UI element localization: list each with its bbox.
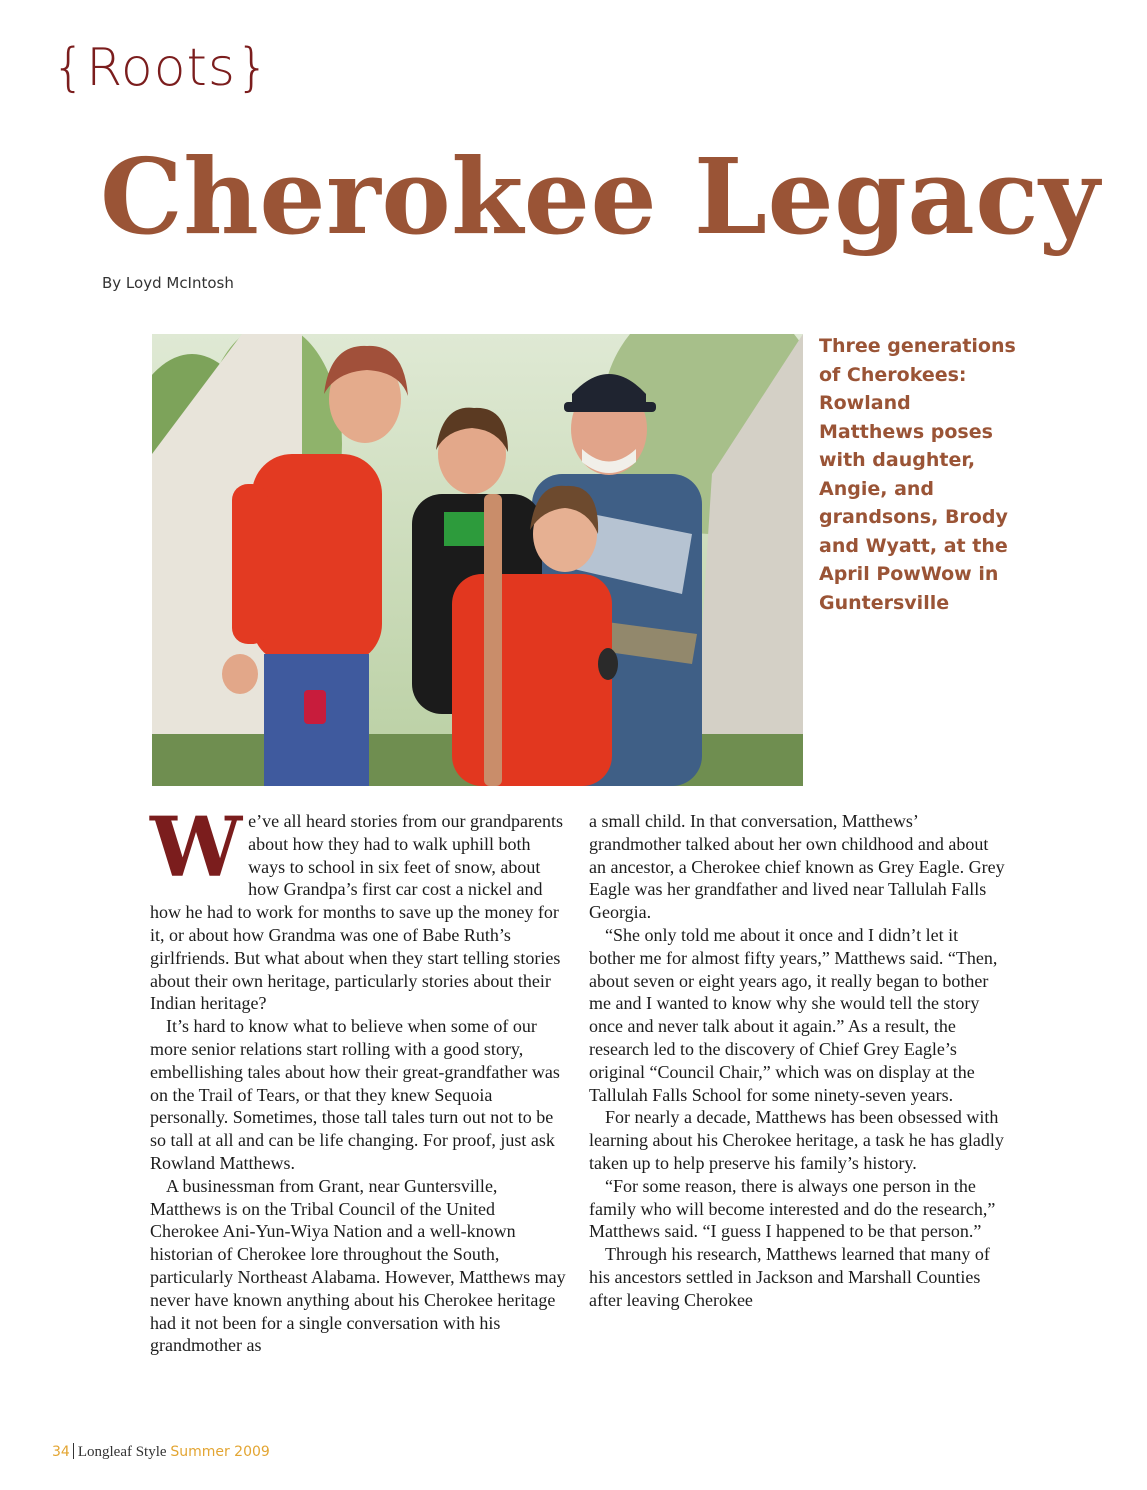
issue-label: Summer 2009 [170,1444,270,1460]
article-headline: Cherokee Legacy [100,135,1100,258]
mother-body [252,454,382,664]
paragraph: For nearly a decade, Matthews has been obsessed with learning about his Cherokee heritage, a task he has gladly taken up to help preserve his family’s history. [589,1107,1004,1173]
photo-caption: Three generations of Cherokees: Rowland Matthews poses with daughter, Angie, and grandsons, Brody and Wyatt, at the April PowWow in Guntersville [819,335,1016,614]
family-photo [152,334,803,786]
footer-divider [73,1443,74,1459]
article-column-1 [150,800,568,1357]
paragraph: Through his research, Matthews learned that many of his ancestors settled in Jackson and Marshall Counties after leaving Cherokee [589,1244,990,1310]
page-number: 34 [52,1444,70,1460]
byline: By Loyd McIntosh [102,274,234,292]
paragraph [150,800,568,1015]
publication-name: Longleaf Style [77,1444,167,1460]
paragraph: A businessman from Grant, near Guntersville, Matthews is on the Tribal Council of the United Cherokee Ani-Yun-Wiya Nation and a well-known historian of Cherokee lore throughout the South, particularly Northeast Alabama. However, Matthews may never have known anything about his Cherokee heritage had it not been for a single conversation with his grandmother as [150,1175,566,1356]
dropcap: W [150,800,243,896]
paragraph: “For some reason, there is always one person in the family who will become interested and do the research,” Matthews said. “I guess I happened to be that person.” [589,1175,996,1242]
paragraph: “She only told me about it once and I didn’t let it bother me for almost fifty years,” Matthews said. “Then, about seven or eight years ago, it really began to bother me and I wanted to know why she would tell the story once and never talk about it again.” As a result, the research led to the discovery of Chief Grey Eagle’s original “Council Chair,” which was on display at the Tallulah Falls School for some ninety-seven years. [589,924,998,1105]
section-label: {Roots} [52,38,271,98]
paragraph-text: e’ve all heard stories from our grandparents about how they had to walk uphill both ways to school in six feet of snow, about how Grandpa’s first car cost a nickel and how he had to work for months to save up the money for it, or about how Grandma was one of Babe Ruth’s girlfriends. But what about when they start telling stories about their own heritage, particularly stories about their Indian heritage? [150,811,563,1014]
walking-stick [484,494,502,786]
paragraph: a small child. In that conversation, Matthews’ grandmother talked about her own childhood and about an ancestor, a Cherokee chief known as Grey Eagle. Grey Eagle was her grandfather and lived near Tallulah Falls Georgia. [589,811,1005,923]
page-footer [52,1443,270,1461]
paragraph: It’s hard to know what to believe when some of our more senior relations start rolling with a good story, embellishing tales about how their great-grandfather was on the Trail of Tears, or that they knew Sequoia personally. Sometimes, those tall tales turn out not to be so tall at all and can be life changing. For proof, just ask Rowland Matthews. [150,1016,560,1173]
family-photo-icon [152,334,803,786]
article-column-2 [589,810,1007,1312]
younger-boy-body [452,574,612,786]
